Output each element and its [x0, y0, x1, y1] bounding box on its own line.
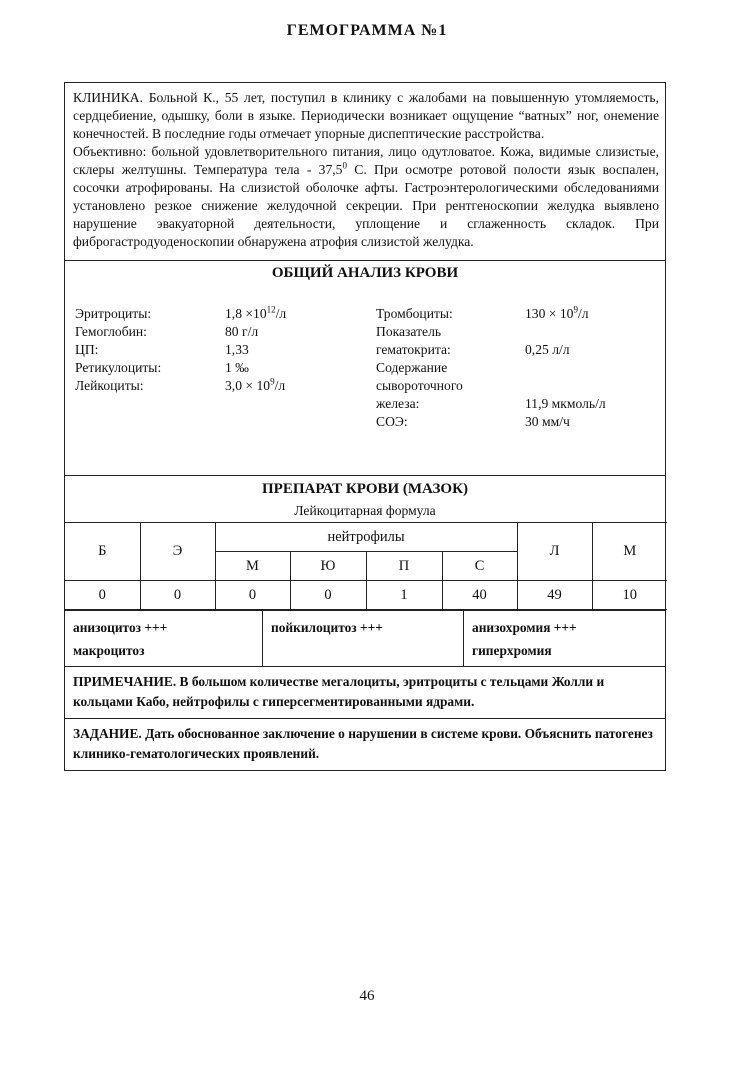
leukocytes-value: $3,0 \times 10^9/л$ — [225, 376, 286, 393]
page-title: ГЕМОГРАММА №1 — [286, 22, 448, 39]
erythrocytes-label: Эритроциты: — [75, 306, 152, 321]
value-cell: 1 — [366, 581, 442, 610]
morphology-cell-3 — [464, 611, 664, 666]
leukocyte-formula-table — [65, 522, 667, 610]
morphology-cell-2 — [263, 611, 464, 666]
value-cell: 0 — [65, 581, 140, 610]
col-header-m: М — [215, 552, 290, 581]
hemoglobin-label: Гемоглобин: — [75, 324, 147, 339]
col-header-yu: Ю — [290, 552, 366, 581]
erythrocytes-value: $1,8 \times 10^{12}/л$ — [225, 304, 287, 321]
col-header-mono: М — [592, 523, 667, 581]
anisocytosis: анизоцитоз +++ — [73, 620, 168, 635]
anisochromia: анизохромия +++ — [472, 620, 577, 635]
iron-label-line2: сывороточного — [376, 378, 463, 393]
iron-label-line3: железа: — [376, 396, 420, 411]
macrocytosis: макроцитоз — [73, 643, 145, 658]
poikilocytosis: пойкилоцитоз +++ — [271, 620, 383, 635]
leukocyte-formula-subtitle: Лейкоцитарная формула — [294, 503, 436, 518]
hct-label-line2: гематокрита: — [376, 342, 451, 357]
clinic-section — [65, 83, 665, 261]
ci-label: ЦП: — [75, 342, 99, 357]
hemogram-card — [64, 82, 666, 771]
iron-value: 11,9 мкмоль/л — [525, 396, 606, 411]
leukocytes-label: Лейкоциты: — [75, 378, 144, 393]
hct-value: 0,25 л/л — [525, 342, 570, 357]
value-cell: 10 — [592, 581, 667, 610]
smear-title: ПРЕПАРАТ КРОВИ (МАЗОК) — [262, 481, 468, 497]
iron-label-line1: Содержание — [376, 360, 448, 375]
esr-value: 30 мм/ч — [525, 414, 570, 429]
value-cell: 0 — [140, 581, 215, 610]
value-cell: 0 — [215, 581, 290, 610]
col-header-p: П — [366, 552, 442, 581]
page-number: 46 — [359, 988, 375, 1004]
table-header-group-row — [65, 523, 667, 552]
value-cell: 49 — [517, 581, 592, 610]
task-section: ЗАДАНИЕ. Дать обоснованное заключение о нарушении в системе крови. Объяснить патогенез клинико-гематологических проявлений. — [73, 726, 653, 761]
morphology-cell-1 — [65, 611, 263, 666]
col-header-b: Б — [65, 523, 140, 581]
ci-value: 1,33 — [225, 342, 249, 357]
reticulocytes-value: 1 ‰ — [225, 360, 249, 375]
platelets-label: Тромбоциты: — [376, 306, 453, 321]
table-row — [65, 581, 667, 610]
smear-section — [65, 476, 665, 611]
cbc-section — [65, 261, 665, 476]
clinic-complaints: КЛИНИКА. Больной К., 55 лет, поступил в клинику с жалобами на повышенную утомляемость, сердцебиение, одышку, боли в языке. Периодически возникает ощущение “ватных” ног, онемение конечностей. В последние годы отмечает упорные диспептические расстройства. — [73, 90, 659, 141]
neutrophils-header: нейтрофилы — [215, 523, 517, 552]
cbc-title: ОБЩИЙ АНАЛИЗ КРОВИ — [271, 265, 459, 281]
hyperchromia: гиперхромия — [472, 643, 552, 658]
value-cell: 0 — [290, 581, 366, 610]
col-header-l: Л — [517, 523, 592, 581]
reticulocytes-label: Ретикулоциты: — [75, 360, 162, 375]
morphology-section — [65, 611, 665, 667]
esr-label: СОЭ: — [376, 414, 408, 429]
hemoglobin-value: 80 г/л — [225, 324, 259, 339]
clinic-objective: Объективно: больной удовлетворительного питания, лицо одутловатое. Кожа, видимые слизистые, склеры желтушны. Температура тела - 37,5$^0$ С. При осмотре ротовой полости язык воспален, сосочки атрофированы. На слизистой оболочке афты. Гастроэнтерологическими обследованиями установлено резкое снижение желудочной секреции. При рентгеноскопии желудка выявлено нарушение эвакуаторной деятельности, уплощение и сглаженность складок. При фиброгастродуоденоскопии обнаружена атрофия слизистой желудка. — [73, 144, 659, 249]
col-header-s: С — [442, 552, 517, 581]
col-header-e: Э — [140, 523, 215, 581]
note-section: ПРИМЕЧАНИЕ. В большом количестве мегалоциты, эритроциты с тельцами Жолли и кольцами Кабо, нейтрофилы с гиперсегментированными ядрами. — [65, 667, 665, 719]
hct-label-line1: Показатель — [376, 324, 442, 339]
platelets-value: $130 \times 10^9/л$ — [525, 304, 589, 321]
value-cell: 40 — [442, 581, 517, 610]
